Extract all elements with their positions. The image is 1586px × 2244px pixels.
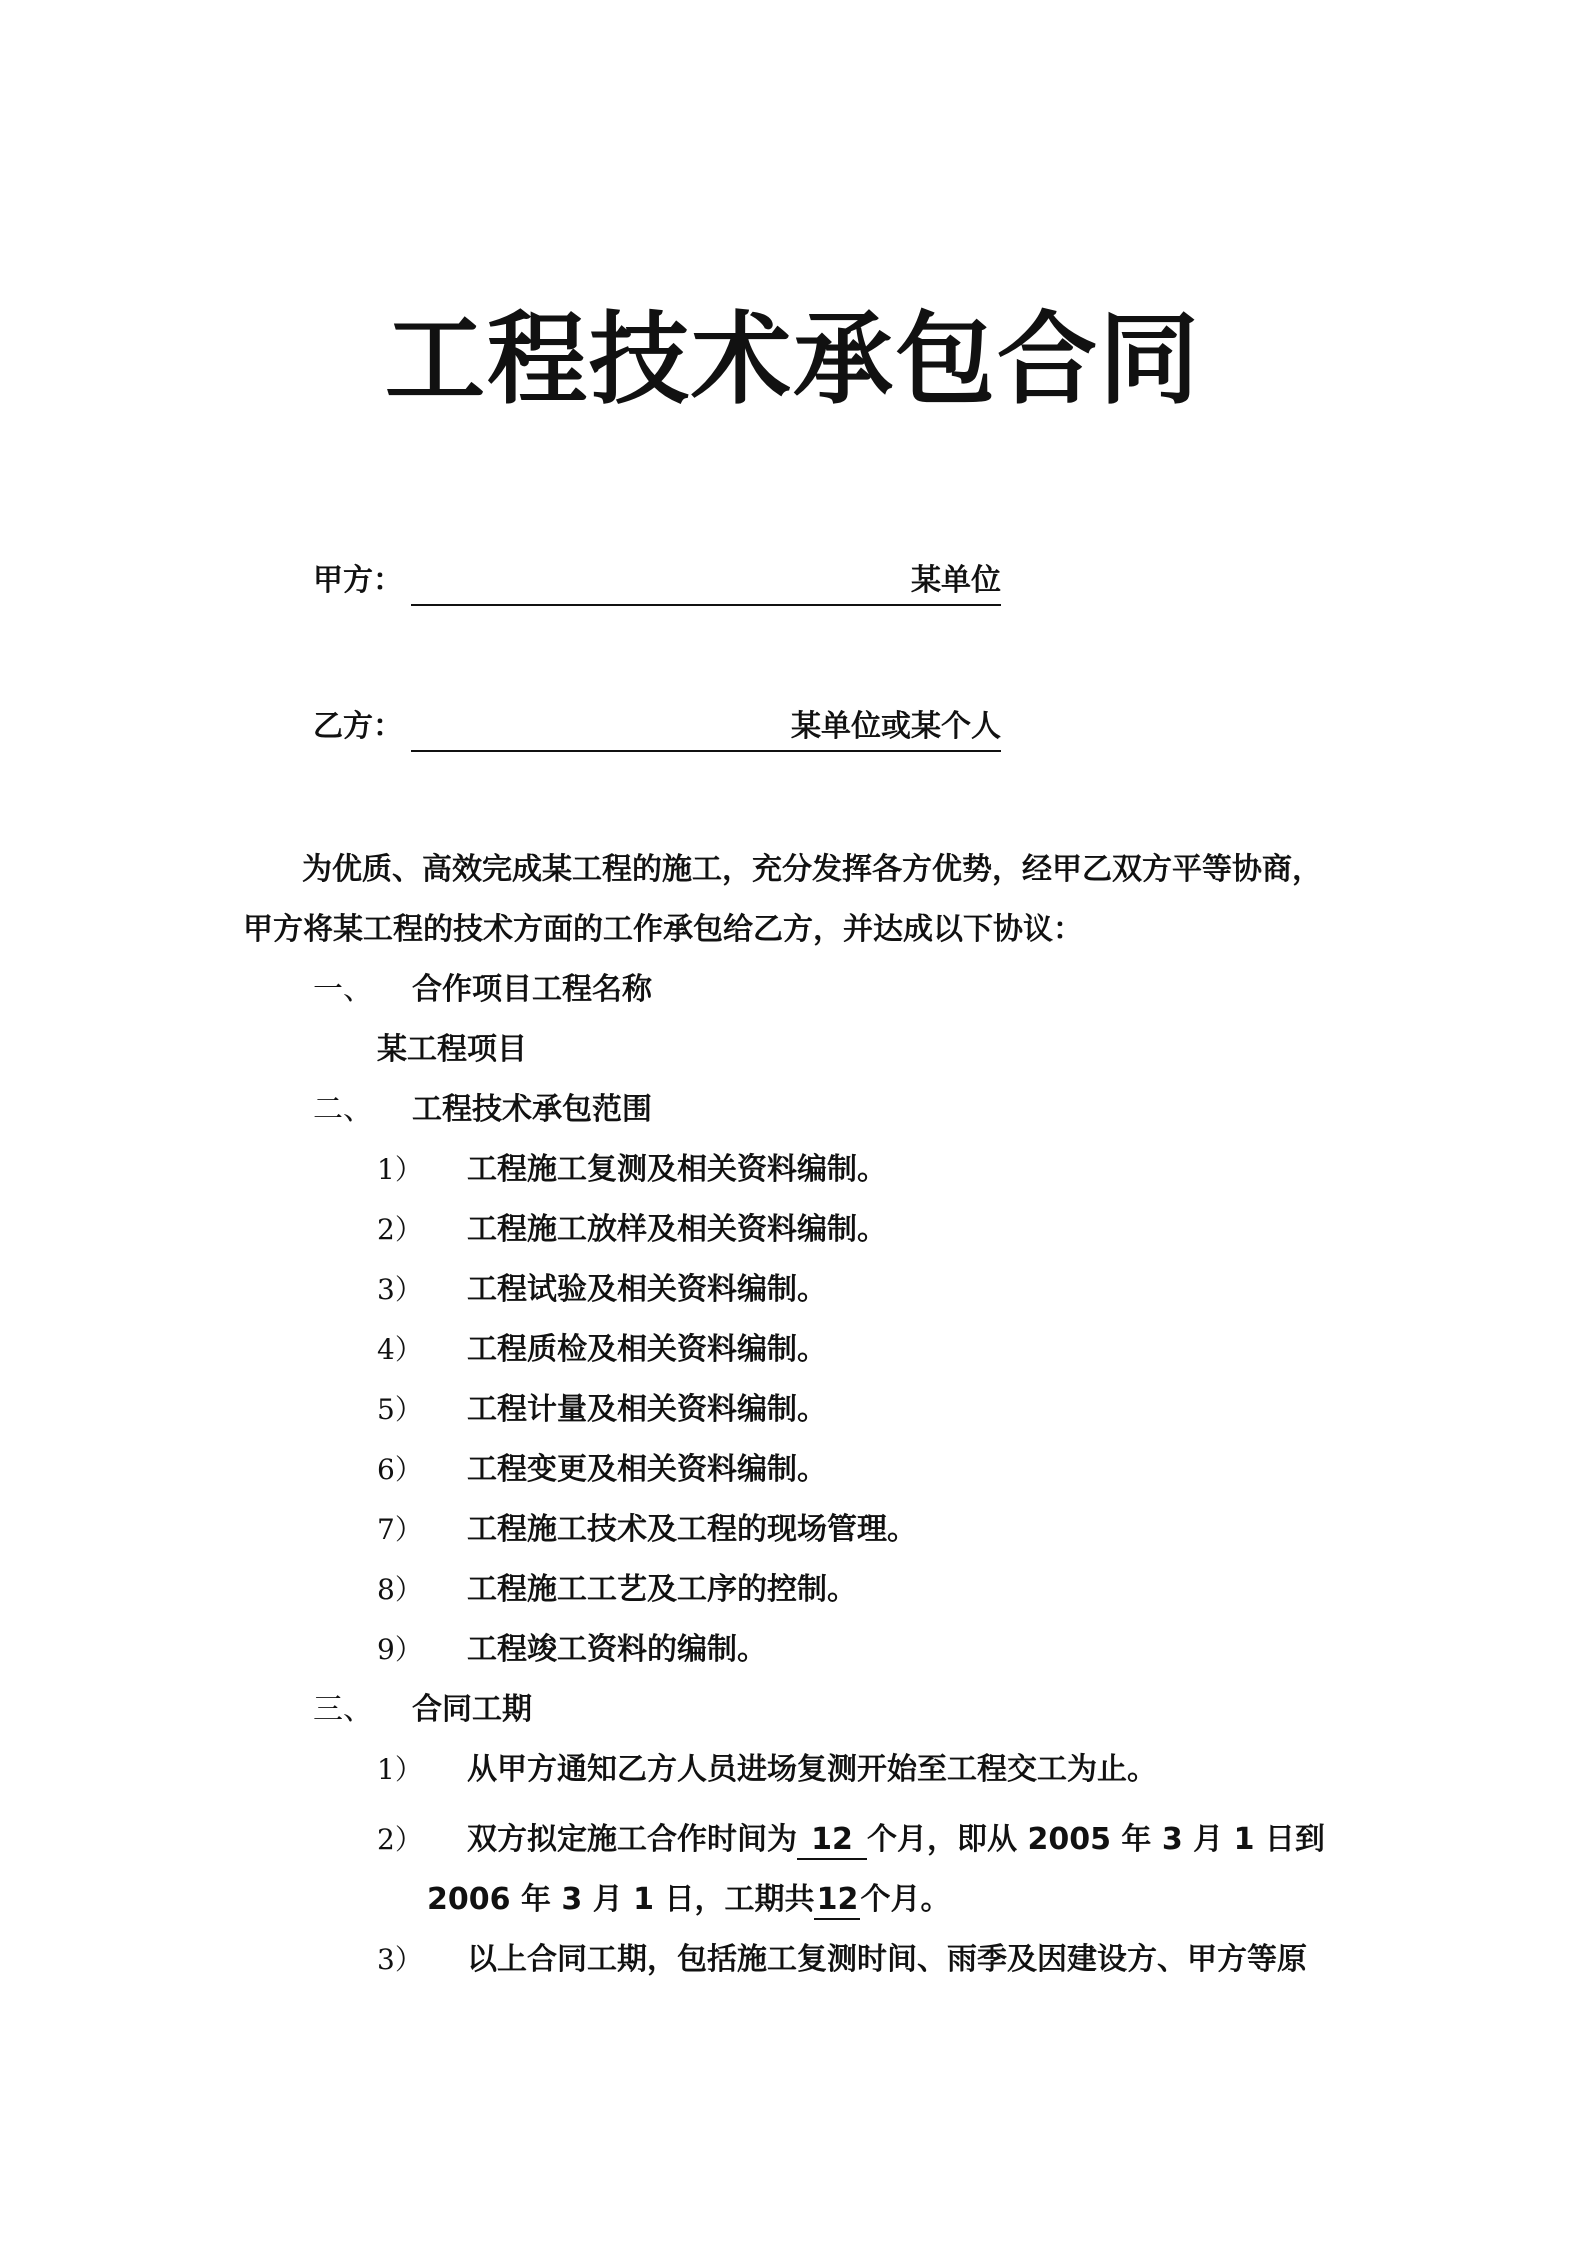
section-2-title: 工程技术承包范围 — [412, 1092, 652, 1127]
list-item-text: 工程质检及相关资料编制。 — [467, 1332, 827, 1367]
section-3-number: 三、 — [313, 1692, 373, 1727]
months-underline-value: 12 — [797, 1822, 867, 1860]
section-1-body: 某工程项目 — [377, 1032, 527, 1067]
list-item-number: 9） — [377, 1633, 423, 1666]
list-item-text: 工程竣工资料的编制。 — [467, 1632, 767, 1667]
list-item-text: 工程变更及相关资料编制。 — [467, 1452, 827, 1487]
party-a-value: 某单位 — [411, 556, 1001, 606]
list-item-number: 4） — [377, 1333, 423, 1366]
party-a-label: 甲方： — [313, 563, 403, 598]
contract-period-text-b: 个月，即从 2005 年 3 月 1 日到 — [867, 1822, 1325, 1857]
contract-period-text-a: 双方拟定施工合作时间为 — [467, 1822, 797, 1857]
list-item-text: 工程施工复测及相关资料编制。 — [467, 1152, 887, 1187]
list-item-text: 从甲方通知乙方人员进场复测开始至工程交工为止。 — [467, 1752, 1157, 1787]
list-item-number: 5） — [377, 1393, 423, 1426]
party-b-label: 乙方： — [313, 709, 403, 744]
list-item-number: 1） — [377, 1753, 423, 1786]
contract-period-line-2 — [427, 1880, 950, 1920]
contract-period-text-c: 2006 年 3 月 1 日，工期共 — [427, 1882, 815, 1917]
list-item-number: 2） — [377, 1213, 423, 1246]
section-1-number: 一、 — [313, 972, 373, 1007]
section-1-title: 合作项目工程名称 — [412, 972, 652, 1007]
list-item-text: 工程施工放样及相关资料编制。 — [467, 1212, 887, 1247]
list-item-number: 1） — [377, 1153, 423, 1186]
party-b-value: 某单位或某个人 — [411, 702, 1001, 752]
section-2-number: 二、 — [313, 1092, 373, 1127]
list-item-number: 7） — [377, 1513, 423, 1546]
list-item-text: 工程施工技术及工程的现场管理。 — [467, 1512, 917, 1547]
list-item-text: 工程试验及相关资料编制。 — [467, 1272, 827, 1307]
months-underline-value: 12 — [814, 1882, 860, 1920]
contract-period-line-1 — [467, 1820, 1325, 1860]
section-3-title: 合同工期 — [412, 1692, 532, 1727]
list-item-number: 8） — [377, 1573, 423, 1606]
intro-line-1: 为优质、高效完成某工程的施工，充分发挥各方优势，经甲乙双方平等协商， — [302, 852, 1322, 887]
list-item-text: 以上合同工期，包括施工复测时间、雨季及因建设方、甲方等原 — [467, 1942, 1307, 1977]
list-item-text: 工程施工工艺及工序的控制。 — [467, 1572, 857, 1607]
intro-line-2: 甲方将某工程的技术方面的工作承包给乙方，并达成以下协议： — [243, 912, 1083, 947]
contract-period-text-d: 个月。 — [860, 1882, 951, 1917]
list-item-number: 2） — [377, 1823, 423, 1856]
document-title: 工程技术承包合同 — [385, 301, 1201, 418]
list-item-number: 3） — [377, 1943, 423, 1976]
list-item-number: 6） — [377, 1453, 423, 1486]
list-item-number: 3） — [377, 1273, 423, 1306]
list-item-text: 工程计量及相关资料编制。 — [467, 1392, 827, 1427]
